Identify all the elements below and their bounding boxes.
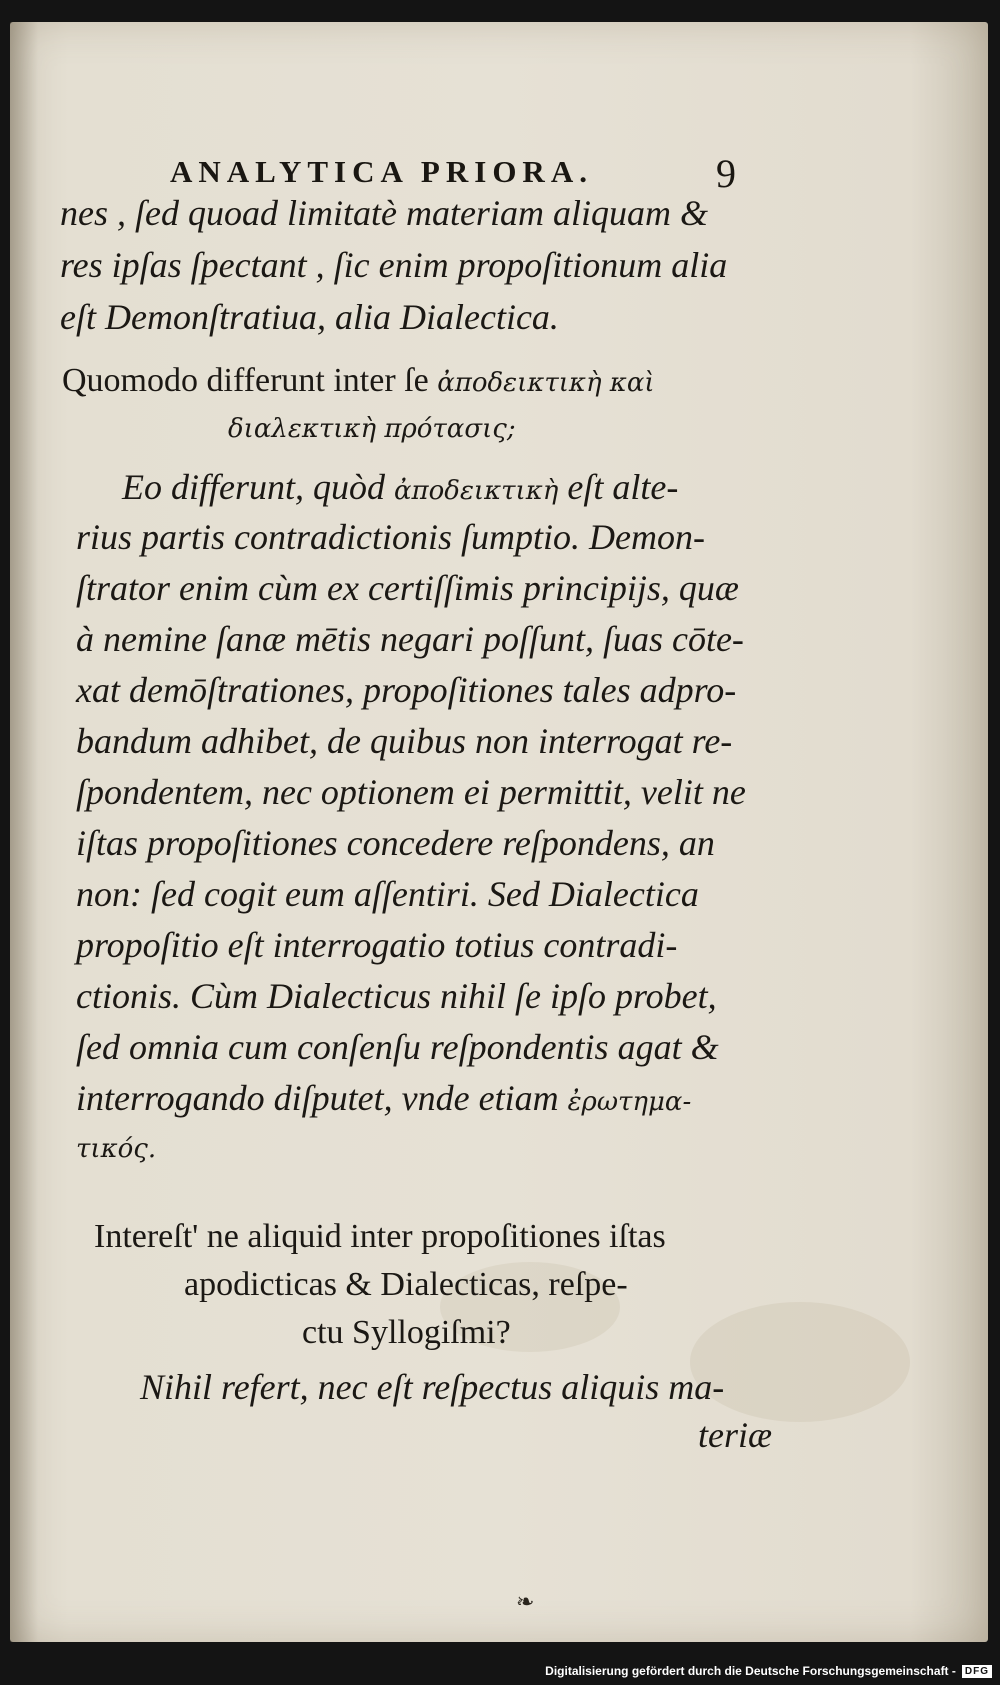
answer-text: eſt alte-: [567, 467, 679, 507]
text-line: eſt Demonſtratiua, alia Dialectica.: [60, 297, 559, 337]
text-line: à nemine ſanæ mētis negari poſſunt, ſuas cōte-: [76, 619, 744, 659]
page-gutter-shadow: [10, 22, 38, 1642]
dfg-credit: Digitalisierung gefördert durch die Deutsche Forschungsgemeinschaft -: [545, 1664, 956, 1678]
text-line: bandum adhibet, de quibus non interrogat re-: [76, 721, 733, 761]
greek-word: τικός.: [76, 1134, 157, 1164]
text-line: nes , ſed quoad limitatè materiam aliquam &: [60, 193, 708, 233]
text-line: rius partis contradictionis ſumptio. Demon-: [76, 517, 705, 557]
answer-text: Nihil refert, nec eſt reſpectus aliquis ma-: [140, 1367, 725, 1407]
text-line: iſtas propoſitiones concedere reſpondens, an: [76, 823, 715, 863]
answer-text: Eo differunt, quòd: [122, 467, 385, 507]
question-heading: [62, 362, 655, 400]
text-line: ſtrator enim cùm ex certiſſimis principijs, quæ: [76, 568, 739, 608]
answer-text: interrogando diſputet, vnde etiam: [76, 1078, 559, 1118]
book-page: [10, 22, 988, 1642]
dfg-logo: DFG: [962, 1665, 992, 1678]
text-line: ctionis. Cùm Dialecticus nihil ſe ipſo probet,: [76, 976, 717, 1016]
catchword: teriæ: [698, 1415, 773, 1455]
text-line: ſed omnia cum conſenſu reſpondentis agat &: [76, 1027, 719, 1067]
digitization-footer: [545, 1661, 992, 1681]
question-heading: apodicticas & Dialecticas, reſpe-: [184, 1266, 628, 1303]
text-line: ſpondentem, nec optionem ei permittit, velit ne: [76, 772, 746, 812]
answer-first-line: [122, 466, 678, 508]
question-heading: Intereſt' ne aliquid inter propoſitiones iſtas: [94, 1218, 666, 1255]
running-title: ANALYTICA PRIORA.: [170, 154, 593, 189]
text-line: non: ſed cogit eum aſſentiri. Sed Dialectica: [76, 874, 699, 914]
page-number: 9: [716, 151, 736, 196]
text-line: res ipſas ſpectant , ſic enim propoſitionum alia: [60, 245, 728, 285]
greek-word: ἀποδεικτικὴ: [394, 476, 559, 506]
question-text: Quomodo differunt inter ſe: [62, 362, 429, 399]
greek-phrase: ἀποδεικτικὴ καὶ: [437, 368, 655, 398]
text-line: xat demōſtrationes, propoſitiones tales adpro-: [76, 670, 737, 710]
text-line-greek: [76, 1077, 691, 1119]
text-line: propoſitio eſt interrogatio totius contradi-: [76, 925, 678, 965]
question-heading: ctu Syllogiſmi?: [302, 1314, 511, 1351]
greek-word: ἐρωτημα-: [567, 1087, 692, 1117]
greek-phrase: διαλεκτικὴ πρότασις;: [228, 414, 516, 444]
fleuron-icon: ❧: [516, 1590, 535, 1615]
